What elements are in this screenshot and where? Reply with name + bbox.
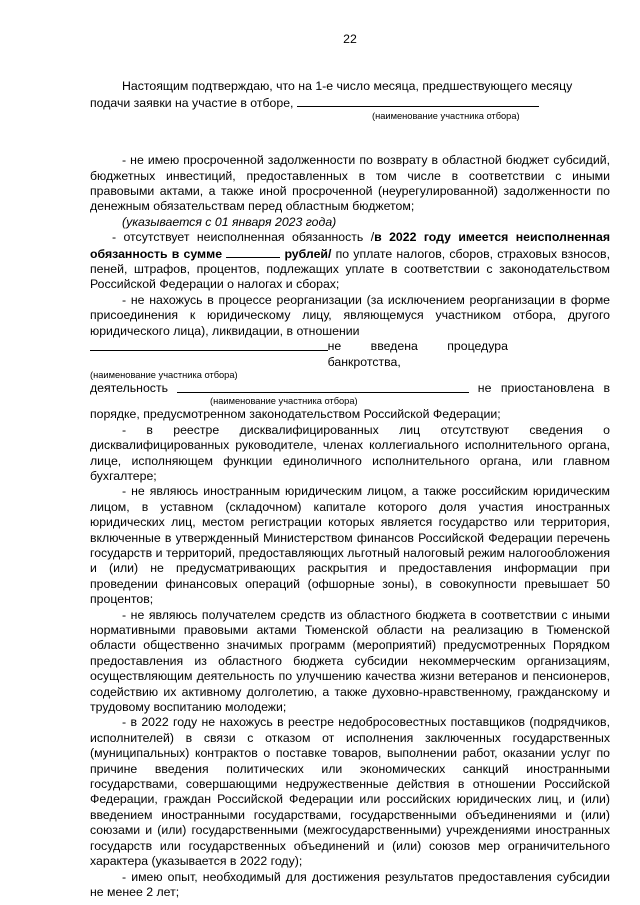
tax-part-1: - отсутствует неисполненная обязанность /	[112, 230, 375, 245]
disqualified-paragraph: - в реестре дисквалифицированных лиц отсутствуют сведения о дисквалифицированных руководителе, членах коллегиального исполнительного органа, лице, исполняющем функции единоличного исполнительного органа, или главном бухгалтере;	[90, 422, 610, 483]
tax-amount-blank	[226, 246, 280, 258]
reorg-paragraph: - не нахожусь в процессе реорганизации (за исключением реорганизации в форме присоединения к юридическому лицу, являющемуся участником отбора, другого юридического лица), ликвидации, в отношении	[90, 292, 610, 338]
reorg-line-bankruptcy	[90, 339, 610, 370]
activity-tail: не приостановлена в	[477, 380, 610, 395]
debt-note-text: (указывается с 01 января 2023 года)	[122, 214, 337, 229]
intro-line-2	[90, 95, 610, 111]
unfair-suppliers-paragraph: - в 2022 году не нахожусь в реестре недобросовестных поставщиков (подрядчиков, исполнителей) в связи с отказом от исполнения заключенных государственных (муниципальных) контрактов о поставке товаров, выполнении работ, оказании услуг по причине введения политических или экономических санкций иностранными государствами, совершающими недружественные действия в отношении Российской Федерации, граждан Российской Федерации или российских юридических лиц, и (или) введением иностранными государствами, государственными объединениями и (или) союзами и (или) государственными (межгосударственными) учреждениями иностранных государств или государственных объединений и (или) союзов мер ограничительного характера (указывается в 2022 году);	[90, 715, 610, 869]
debt-paragraph: - не имею просроченной задолженности по возврату в областной бюджет субсидий, бюджетных инвестиций, предоставленных в том числе в соответствии с иными правовыми актами, а также иной просроченной (неурегулированной) задолженности по денежным обязательствам перед областным бюджетом;	[90, 153, 610, 214]
intro-caption: (наименование участника отбора)	[372, 111, 520, 122]
intro-line-2-text: подачи заявки на участие в отборе,	[90, 95, 294, 110]
page-number: 22	[343, 32, 357, 46]
debt-note	[90, 215, 610, 230]
reorg-line-activity	[90, 381, 610, 396]
reorg-name-blank	[90, 339, 328, 351]
reorg-caption-1: (наименование участника отбора)	[90, 369, 238, 380]
experience-paragraph: - имею опыт, необходимый для достижения результатов предоставления субсидии не менее 2 лет;	[90, 869, 610, 899]
intro-line-1: Настоящим подтверждаю, что на 1-е число месяца, предшествующего месяцу	[122, 79, 573, 94]
tax-bold-1: в 2022 году имеется неисполненная обязанность в сумме	[90, 230, 610, 261]
foreign-paragraph: - не являюсь иностранным юридическим лицом, а также российским юридическим лицом, в уставном (складочном) капитале которого доля участия иностранных юридических лиц, местом регистрации которых является государство или территория, включенные в утвержденный Министерством финансов Российской Федерации перечень государств и территорий, предоставляющих льготный налоговый режим налогообложения и (или) не предусматривающих раскрытия и предоставления информации при проведении финансовых операций (офшорные зоны), в совокупности превышает 50 процентов;	[90, 484, 610, 607]
reorg-tail: не введена процедура банкротства,	[327, 339, 508, 369]
reorg-caption-2: (наименование участника отбора)	[210, 396, 358, 407]
recipient-paragraph: - не являюсь получателем средств из областного бюджета в соответствии с иными нормативными правовыми актами Тюменской области на реализацию в Тюменской области общественно значимых программ (мероприятий) предусмотренных Порядком предоставления из областного бюджета субсидии некоммерческим организациям, осуществляющим деятельность по улучшению качества жизни ветеранов и пенсионеров, содействию их активному долголетию, а также духовно-нравственному, гражданскому и трудовому воспитанию молодежи;	[90, 607, 610, 715]
reorg-end: порядке, предусмотренном законодательством Российской Федерации;	[90, 407, 501, 422]
tax-paragraph	[90, 230, 610, 293]
activity-label: деятельность	[90, 380, 168, 395]
activity-name-blank	[177, 381, 469, 393]
participant-name-blank	[297, 95, 539, 107]
tax-part-2: по уплате налогов, сборов, страховых взносов, пеней, штрафов, процентов, подлежащих уплате в соответствии с законодательством Российской Федерации о налогах и сборах;	[90, 246, 610, 292]
tax-bold-2: рублей/	[284, 246, 332, 261]
